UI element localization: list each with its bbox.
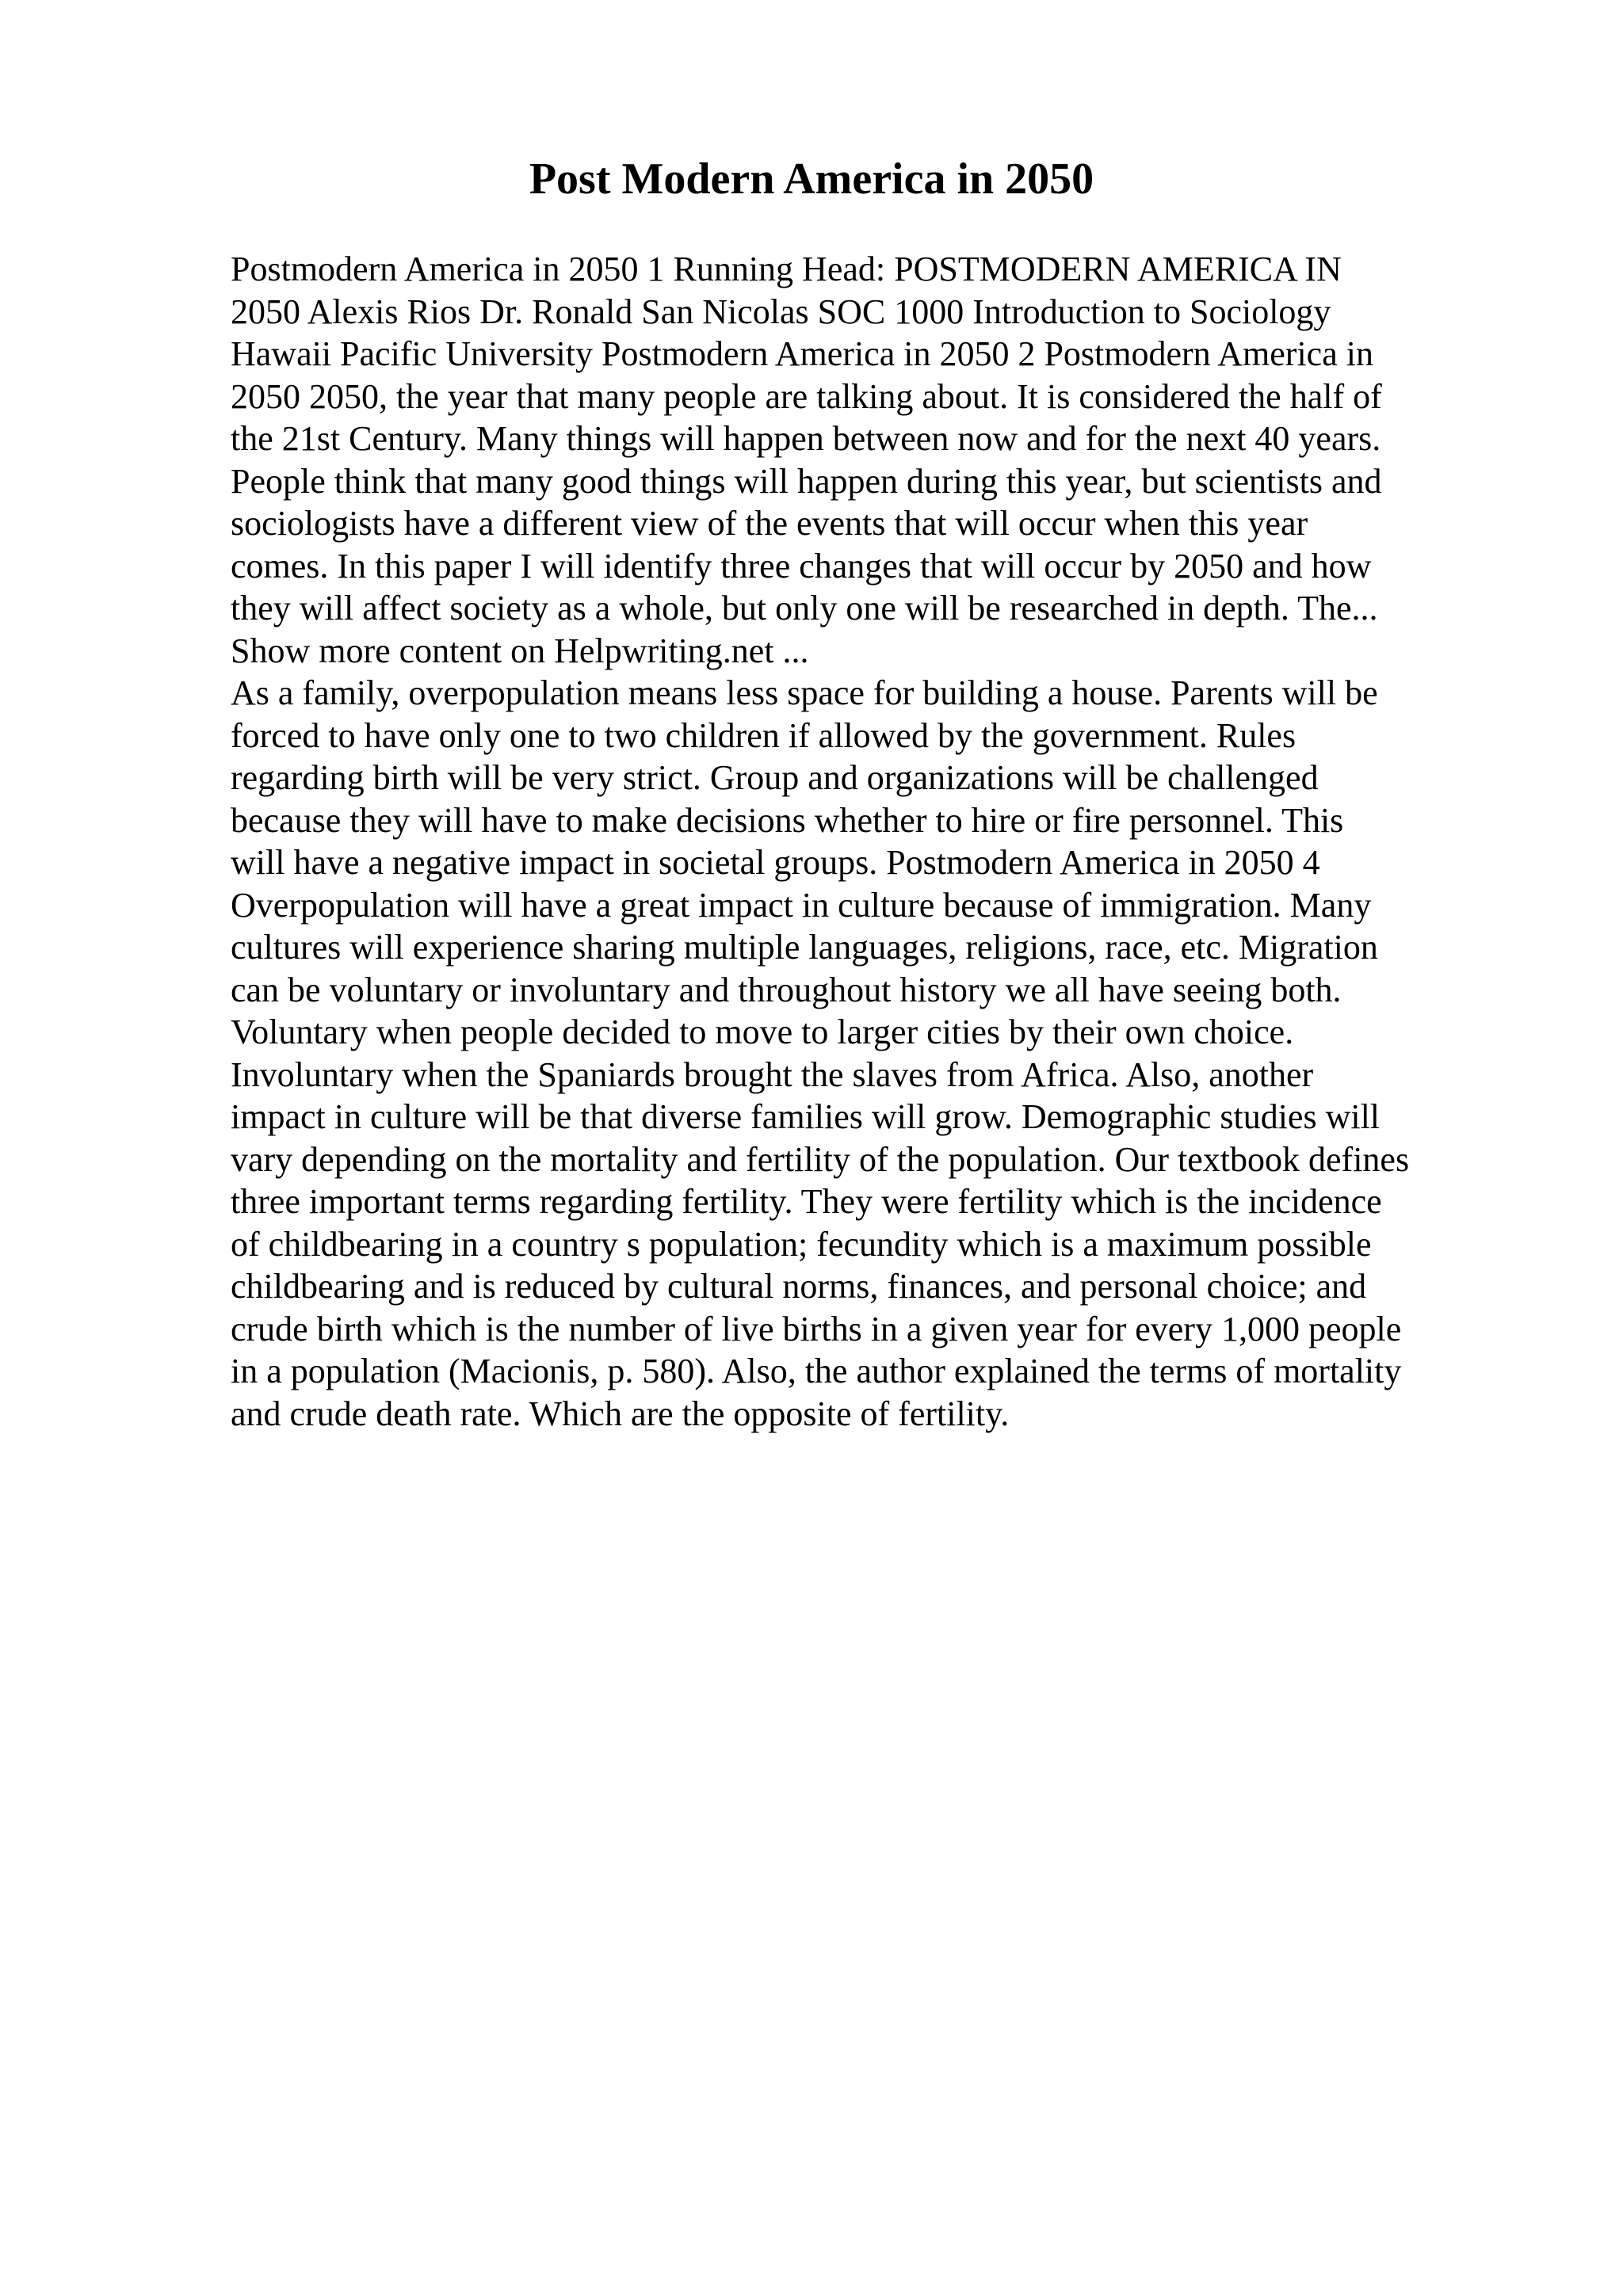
body-line: impact in culture will be that diverse families will grow. Demographic studies will [231, 1097, 1381, 1136]
body-line: will have a negative impact in societal groups. Postmodern America in 2050 4 [231, 843, 1320, 882]
body-line: because they will have to make decisions whether to hire or fire personnel. This [231, 800, 1344, 840]
body-line: forced to have only one to two children if allowed by the government. Rules [231, 715, 1296, 755]
body-line: vary depending on the mortality and fertility of the population. Our textbook defines [231, 1139, 1410, 1179]
body-line: 2050 2050, the year that many people are talking about. It is considered the half of [231, 376, 1382, 416]
body-line: Overpopulation will have a great impact in culture because of immigration. Many [231, 885, 1372, 925]
body-line: cultures will experience sharing multiple languages, religions, race, etc. Migration [231, 928, 1378, 967]
body-line: sociologists have a different view of the events that will occur when this year [231, 504, 1308, 543]
body-line: People think that many good things will happen during this year, but scientists and [231, 461, 1382, 501]
body-line: they will affect society as a whole, but only one will be researched in depth. The... [231, 589, 1378, 627]
body-line: can be voluntary or involuntary and throughout history we all have seeing both. [231, 970, 1342, 1009]
body-line: 2050 Alexis Rios Dr. Ronald San Nicolas SOC 1000 Introduction to Sociology [231, 292, 1331, 331]
body-line: regarding birth will be very strict. Group and organizations will be challenged [231, 758, 1319, 797]
body-line: Voluntary when people decided to move to larger cities by their own choice. [231, 1013, 1294, 1051]
body-line: comes. In this paper I will identify three changes that will occur by 2050 and how [231, 546, 1372, 585]
body-line: of childbearing in a country s population; fecundity which is a maximum possible [231, 1224, 1372, 1264]
body-line: three important terms regarding fertility. They were fertility which is the incidence [231, 1182, 1382, 1221]
document-body [231, 248, 1483, 1435]
document-title: Post Modern America in 2050 [529, 154, 1094, 204]
body-line: Involuntary when the Spaniards brought the slaves from Africa. Also, another [231, 1055, 1314, 1094]
show-more-line: Show more content on Helpwriting.net ... [231, 631, 809, 670]
body-line: crude birth which is the number of live births in a given year for every 1,000 people [231, 1309, 1402, 1348]
body-line: the 21st Century. Many things will happen between now and for the next 40 years. [231, 419, 1381, 458]
body-line: and crude death rate. Which are the opposite of fertility. [231, 1394, 1010, 1433]
body-line: childbearing and is reduced by cultural norms, finances, and personal choice; and [231, 1267, 1367, 1306]
body-line: As a family, overpopulation means less space for building a house. Parents will be [231, 673, 1378, 712]
body-line: in a population (Macionis, p. 580). Also, the author explained the terms of mortality [231, 1352, 1402, 1390]
body-line: Hawaii Pacific University Postmodern America in 2050 2 Postmodern America in [231, 334, 1373, 373]
body-line: Postmodern America in 2050 1 Running Head: POSTMODERN AMERICA IN [231, 250, 1342, 288]
